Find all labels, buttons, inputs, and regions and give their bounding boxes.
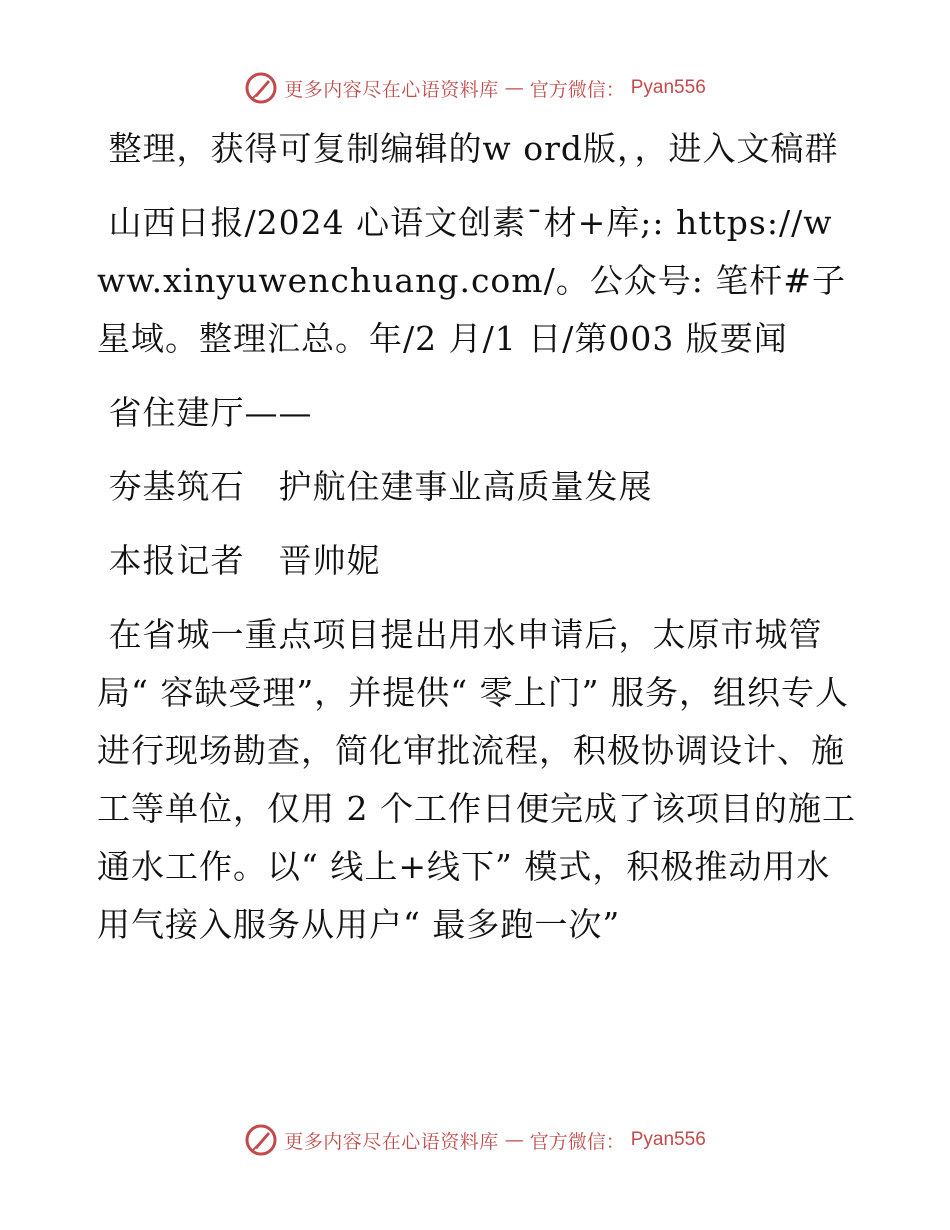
banner-separator: — bbox=[504, 1129, 524, 1151]
paragraph-intro: 整理，获得可复制编辑的w ord版，，进入文稿群 bbox=[108, 129, 839, 168]
banner-wechat-label: 官方微信： bbox=[529, 1130, 625, 1153]
quill-logo-icon bbox=[244, 1123, 278, 1157]
document-body bbox=[97, 120, 857, 954]
article-body: 在省城一重点项目提出用水申请后，太原市城管局“ 容缺受理”，并提供“ 零上门” 服务，组织专人进行现场勘查，简化审批流程，积极协调设计、施工等单位，仅用 2 个工作日便完成了该项目的施工通水工作。以“ 线上+线下” 模式，积极推动用水用气接入服务从用户“ 最多跑一次” bbox=[97, 615, 856, 944]
banner-separator: — bbox=[504, 77, 524, 99]
footer-banner bbox=[0, 1120, 950, 1160]
quill-logo-icon bbox=[244, 71, 278, 105]
banner-text: 更多内容尽在心语资料库 bbox=[284, 1130, 499, 1153]
article-headline: 夯基筑石 护航住建事业高质量发展 bbox=[108, 467, 653, 506]
banner-wechat-label: 官方微信： bbox=[529, 78, 625, 101]
banner-wechat-id: Pyan556 bbox=[630, 1129, 706, 1150]
banner-text: 更多内容尽在心语资料库 bbox=[284, 78, 499, 101]
header-banner bbox=[0, 68, 950, 108]
banner-wechat-id: Pyan556 bbox=[630, 77, 706, 98]
article-byline: 本报记者 晋帅妮 bbox=[108, 541, 381, 580]
paragraph-department: 省住建厅—— bbox=[108, 393, 313, 432]
paragraph-source: 山西日报/2024 心语文创素¯材+库;: https://www.xinyuwenchuang.com/。公众号: 笔杆#子星域。整理汇总。年/2 月/1 日/第003 版要闻 bbox=[97, 203, 846, 358]
